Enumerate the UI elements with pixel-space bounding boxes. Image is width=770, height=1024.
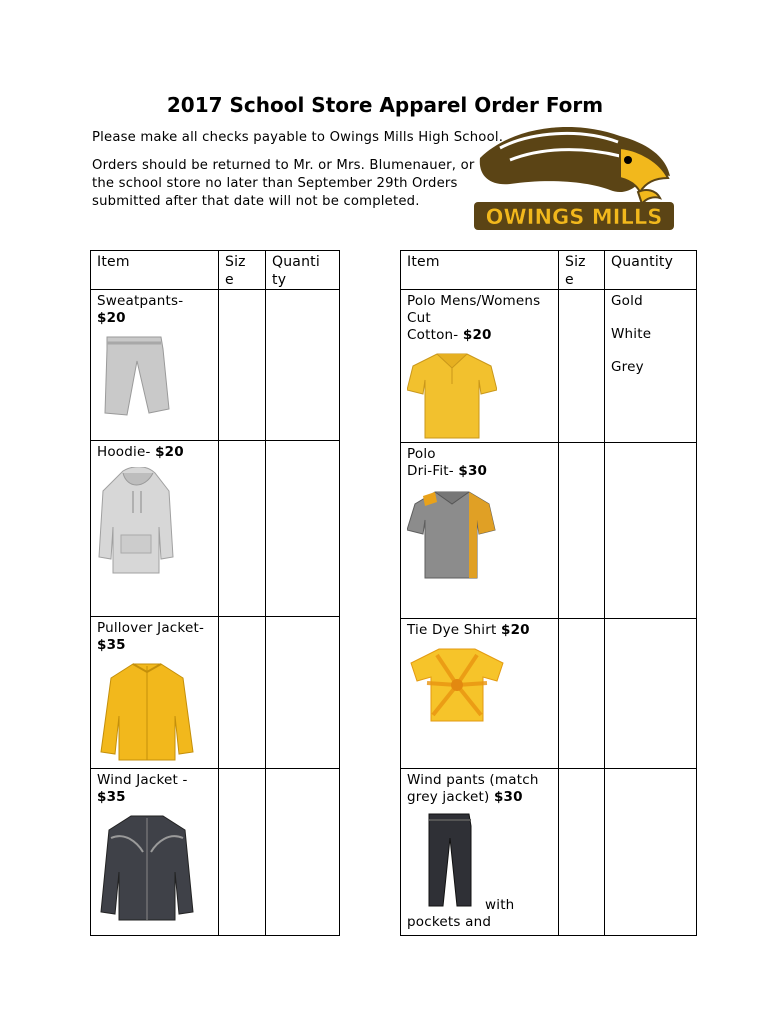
pullover-jacket-icon: [97, 660, 197, 768]
quantity-cell[interactable]: [605, 619, 697, 769]
item-price: $20: [462, 327, 492, 343]
quantity-cell[interactable]: [266, 617, 340, 769]
table-row: Polo Dri-Fit- $30: [401, 443, 697, 619]
table-row: Wind pants (match grey jacket) $30 with pockets and: [401, 769, 697, 936]
item-name: Polo: [407, 446, 436, 462]
item-price: $20: [500, 622, 530, 638]
item-header: Item: [407, 254, 440, 270]
table-row: [91, 441, 340, 617]
color-option-grey[interactable]: Grey: [611, 359, 644, 375]
polo-shirt-icon: [407, 350, 497, 442]
table-header-row: Item Siz e Quanti ty: [91, 251, 340, 290]
color-option-gold[interactable]: Gold: [611, 293, 643, 309]
owings-mills-eagle-logo: [470, 118, 678, 238]
quantity-cell[interactable]: [266, 769, 340, 936]
size-cell[interactable]: [559, 769, 605, 936]
item-name: Pullover Jacket-: [97, 620, 205, 636]
return-instruction-2: the school store no later than September 29th Orders: [92, 176, 458, 191]
item-name: Wind Jacket -: [97, 772, 188, 788]
item-price: $20: [97, 310, 126, 326]
size-cell[interactable]: [219, 290, 266, 441]
item-price: $30: [458, 463, 488, 479]
quantity-cell[interactable]: [605, 769, 697, 936]
size-cell[interactable]: [559, 619, 605, 769]
item-price: $30: [493, 789, 523, 805]
item-note-line-2: pockets and: [407, 914, 492, 930]
size-header: Siz: [565, 254, 586, 270]
size-cell[interactable]: [559, 290, 605, 443]
item-name: Wind pants (match: [407, 772, 539, 788]
size-cell[interactable]: [219, 769, 266, 936]
item-header: Item: [97, 254, 130, 270]
wind-pants-icon: [425, 812, 475, 908]
sweatpants-icon: [97, 333, 177, 419]
left-order-table: [90, 250, 340, 936]
table-row: [401, 619, 697, 769]
size-cell[interactable]: [219, 441, 266, 617]
item-name: Polo Mens/Womens: [407, 293, 541, 309]
color-option-white[interactable]: White: [611, 326, 652, 342]
item-note-line-1: with: [485, 897, 515, 913]
quantity-header: Quanti: [272, 254, 320, 270]
table-row: [91, 290, 340, 441]
quantity-cell[interactable]: [266, 441, 340, 617]
item-name: Tie Dye Shirt: [407, 622, 501, 638]
item-price: $35: [97, 789, 126, 805]
right-order-table: [400, 250, 697, 936]
item-price: $35: [97, 637, 126, 653]
item-name: Sweatpants-: [97, 293, 184, 309]
form-title: 2017 School Store Apparel Order Form: [166, 93, 604, 117]
item-price: $20: [155, 444, 184, 460]
return-instruction-3: submitted after that date will not be completed.: [92, 194, 420, 209]
logo-wordmark: OWINGS MILLS: [485, 205, 663, 229]
table-row: Polo Mens/Womens Cut Cotton- $20 Gold White Grey: [401, 290, 697, 443]
drifit-polo-icon: [407, 486, 497, 582]
checks-instruction: Please make all checks payable to Owings Mills High School.: [92, 130, 504, 145]
size-header: Siz: [225, 254, 246, 270]
quantity-cell[interactable]: [266, 290, 340, 441]
wind-jacket-icon: [97, 812, 197, 928]
table-row: [91, 769, 340, 936]
table-row: [91, 617, 340, 769]
item-name: Hoodie-: [97, 444, 156, 460]
hoodie-icon: [97, 467, 177, 583]
quantity-header: Quantity: [611, 254, 674, 270]
quantity-cell[interactable]: [605, 443, 697, 619]
size-cell[interactable]: [219, 617, 266, 769]
return-instruction-1: Orders should be returned to Mr. or Mrs. Blumenauer, or: [92, 158, 475, 173]
tie-dye-shirt-icon: [407, 645, 507, 725]
size-cell[interactable]: [559, 443, 605, 619]
table-header-row: Item Siz e Quantity: [401, 251, 697, 290]
